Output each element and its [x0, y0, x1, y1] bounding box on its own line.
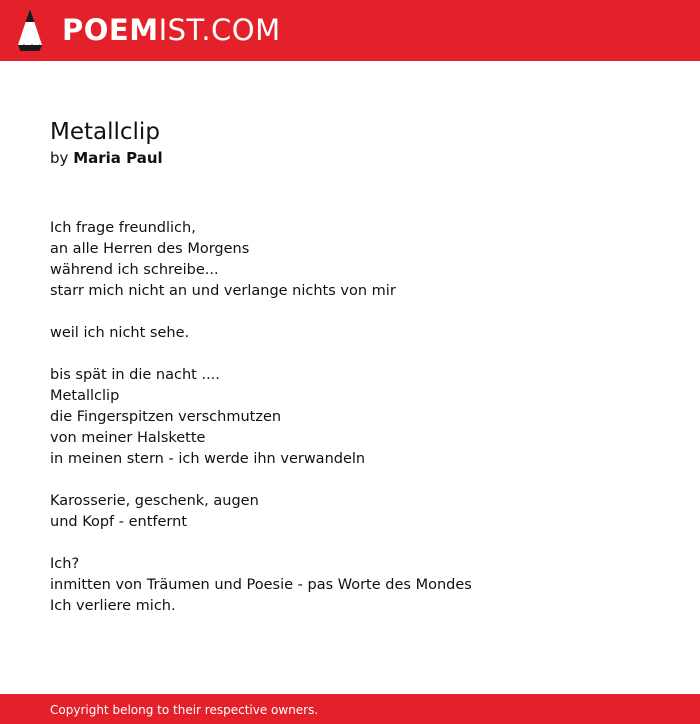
site-logo-text — [62, 8, 281, 52]
poem-stanza — [50, 365, 670, 470]
poem-line: an alle Herren des Morgens — [50, 241, 250, 257]
site-logo-link[interactable] — [16, 8, 281, 52]
poem-line: Karosserie, geschenk, augen — [50, 493, 259, 509]
pencil-tip-icon — [16, 8, 44, 52]
poem-line: inmitten von Träumen und Poesie - pas Worte des Mondes — [50, 577, 472, 593]
top-bar — [0, 0, 700, 61]
poem-line: von meiner Halskette — [50, 430, 206, 446]
poem-byline — [50, 148, 163, 169]
poem-stanza — [50, 218, 670, 302]
poem-line: starr mich nicht an und verlange nichts von mir — [50, 283, 396, 299]
poem-stanza — [50, 491, 670, 533]
poem-body — [50, 218, 670, 638]
poem-line: Metallclip — [50, 388, 120, 404]
poem-title: Metallclip — [50, 119, 160, 145]
poem-line: die Fingerspitzen verschmutzen — [50, 409, 282, 425]
poem-stanza — [50, 554, 670, 617]
copyright-notice: Copyright belong to their respective owners. — [50, 703, 319, 717]
author-name: Maria Paul — [73, 149, 163, 167]
poem-line: und Kopf - entfernt — [50, 514, 188, 530]
logo-bold-part: POEM — [62, 13, 159, 47]
poem-line: bis spät in die nacht .... — [50, 367, 220, 383]
logo-light-part: IST.COM — [158, 13, 281, 47]
poem-stanza — [50, 323, 670, 344]
by-label: by — [50, 149, 69, 167]
poem-line: Ich? — [50, 556, 80, 572]
poem-line: während ich schreibe... — [50, 262, 219, 278]
poem-line: Ich verliere mich. — [50, 598, 176, 614]
poem-line: in meinen stern - ich werde ihn verwandeln — [50, 451, 366, 467]
poem-line: weil ich nicht sehe. — [50, 325, 190, 341]
poem-line: Ich frage freundlich, — [50, 220, 196, 236]
footer-bar — [0, 694, 700, 724]
